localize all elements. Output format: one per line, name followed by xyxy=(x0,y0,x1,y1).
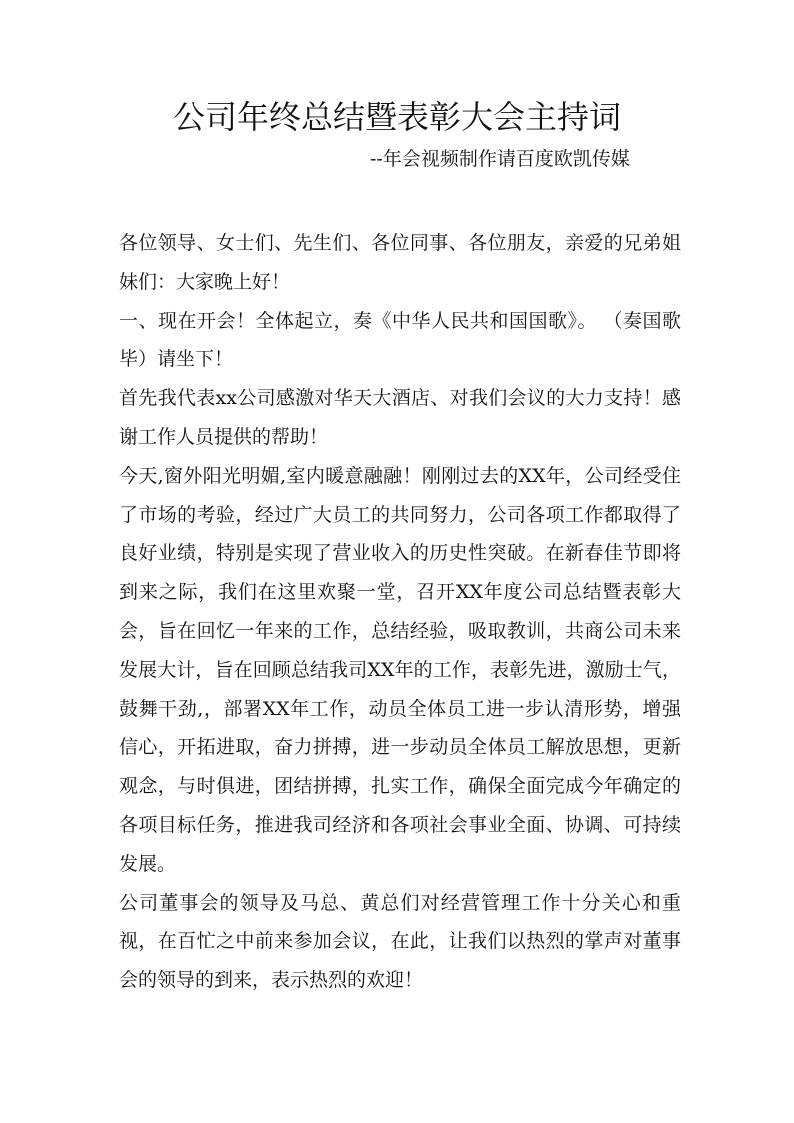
paragraph-review: 今天,窗外阳光明媚,室内暖意融融！刚刚过去的XX年，公司经受住了市场的考验，经过广大员工的共同努力，公司各项工作都取得了良好业绩，特别是实现了营业收入的历史性突破。在新春佳节即将到来之际，我们在这里欢聚一堂，召开XX年度公司总结暨表彰大会，旨在回忆一年来的工作，总结经验，吸取教训，共商公司未来发展大计，旨在回顾总结我司XX年的工作，表彰先进，激励士气，鼓舞干劲,，部署XX年工作，动员全体员工进一步认清形势，增强信心，开拓进取，奋力拼搏，进一步动员全体员工解放思想，更新观念，与时俱进，团结拼搏，扎实工作，确保全面完成今年确定的各项目标任务，推进我司经济和各项社会事业全面、协调、可持续发展。 xyxy=(119,464,681,875)
paragraph-greeting: 各位领导、女士们、先生们、各位同事、各位朋友，亲爱的兄弟姐妹们：大家晚上好！ xyxy=(119,232,681,293)
paragraph-thanks: 首先我代表xx公司感激对华天大酒店、对我们会议的大力支持！感谢工作人员提供的帮助！ xyxy=(119,387,681,448)
document-title: 公司年终总结暨表彰大会主持词 xyxy=(172,98,621,136)
document-subtitle: --年会视频制作请百度欧凯传媒 xyxy=(370,148,630,170)
document-body xyxy=(119,224,681,1000)
paragraph-opening: 一、现在开会！全体起立，奏《中华人民共和国国歌》。 （奏国歌毕）请坐下！ xyxy=(119,309,681,371)
paragraph-welcome: 公司董事会的领导及马总、黄总们对经营管理工作十分关心和重视，在百忙之中前来参加会议，在此，让我们以热烈的掌声对董事会的领导的到来，表示热烈的欢迎！ xyxy=(119,891,681,992)
